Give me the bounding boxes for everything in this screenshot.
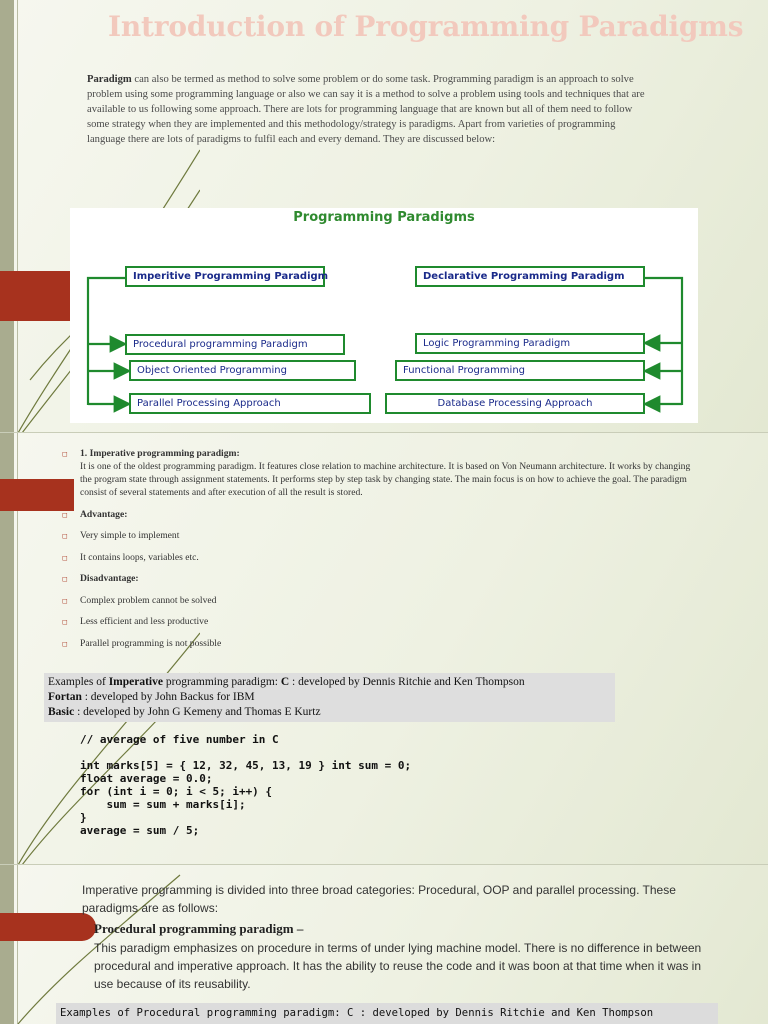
box-functional: Functional Programming [395,360,645,381]
example-row-c [48,675,611,690]
diagram-connectors [70,208,698,423]
procedural-heading: Procedural programming paradigm – [94,921,304,936]
box-parallel: Parallel Processing Approach [129,393,371,414]
box-oop: Object Oriented Programming [129,360,356,381]
example-c-text: : developed by Dennis Ritchie and Ken Thompson [289,676,525,688]
left-border-bar [0,865,14,1024]
imperative-heading: 1. Imperative programming paradigm: [80,448,240,459]
disadvantage-label: Disadvantage: [80,573,139,584]
list-item [62,637,702,650]
bullet-box-icon: ◻ [62,575,68,583]
disadvantage-item: Less efficient and less productive [80,616,209,627]
imperative-bullet-list [62,447,702,658]
list-item [62,551,702,564]
red-accent-tab [0,913,96,941]
imperative-description: It is one of the oldest programming paradigm. It features close relation to machine architecture. It is based on Von Neumann architecture. It works by changing the program state through assignment statements. It performs step by step task by changing state. The main focus is on how to achieve the goal. The paradigm consist of several statements and after execution of all the result is stored. [80,461,691,498]
advantage-item: It contains loops, variables etc. [80,551,199,563]
list-item [62,572,702,585]
examples-prefix: Examples of [48,676,109,688]
examples-middle: programming paradigm: [162,676,281,688]
bullet-box-icon: ◻ [62,618,68,626]
advantage-label: Advantage: [80,508,128,520]
example-basic-label: Basic [48,706,75,718]
example-fortan-text: : developed by John Backus for IBM [81,691,255,703]
example-basic-text: : developed by John G Kemeny and Thomas E Kurtz [74,706,321,718]
list-item [62,615,702,628]
advantage-item: Very simple to implement [80,530,180,541]
list-item [62,447,702,499]
paradigms-diagram [70,208,698,423]
bullet-box-icon: ◻ [62,639,68,648]
list-item [62,508,702,521]
procedural-examples-box: Examples of Procedural programming paradigm: C : developed by Dennis Ritchie and Ken Thompson [56,1003,718,1024]
page-title: Introduction of Programming Paradigms [108,10,744,43]
left-border-line [17,0,18,433]
slide-introduction [0,0,768,433]
list-item [62,594,702,607]
list-item [62,529,702,542]
bullet-box-icon: ◻ [62,532,68,540]
example-fortan-label: Fortan [48,691,82,703]
red-accent-tab [0,271,70,321]
left-border-bar [0,0,14,433]
intro-bold-term: Paradigm [87,74,132,85]
slide-procedural [0,865,768,1024]
bullet-box-icon: ◻ [62,510,68,519]
bullet-box-icon: ◻ [62,450,68,458]
box-procedural: Procedural programming Paradigm [125,334,345,355]
bullet-box-icon: ◻ [62,553,68,562]
box-imperative: Imperitive Programming Paradigm [125,266,325,287]
disadvantage-item: Parallel programming is not possible [80,637,222,649]
box-declarative: Declarative Programming Paradigm [415,266,645,287]
imperative-examples-box [44,673,615,722]
intro-text: can also be termed as method to solve some problem or do some task. Programming paradigm is an approach to solve problem using some programming language or also we can say it is a method to solve a problem using tools and techniques that are available to us following some approach. There are lots for programming language that are known but all of them need to follow some strategy when they are implemented and this methodology/strategy is paradigms. Apart from varieties of programming language there are lots of paradigms to fulfil each and every demand. They are discussed below: [87,74,645,145]
intro-paragraph [87,72,647,147]
example-row-fortan [48,690,611,705]
left-border-line [17,865,18,1024]
code-sample: // average of five number in C int marks[5] = { 12, 32, 45, 13, 19 } int sum = 0; float average = 0.0; for (int i = 0; i < 5; i++) { sum = sum + marks[i]; } average = sum / 5; [80,733,412,837]
disadvantage-item: Complex problem cannot be solved [80,594,217,606]
diagram-title: Programming Paradigms [293,210,475,225]
examples-bold-word: Imperative [108,676,163,688]
example-row-basic [48,705,611,720]
box-logic: Logic Programming Paradigm [415,333,645,354]
box-database: Database Processing Approach [385,393,645,414]
example-c-label: C [280,676,290,688]
bullet-box-icon: ◻ [62,596,68,605]
slide-imperative [0,433,768,865]
categories-intro: Imperative programming is divided into three broad categories: Procedural, OOP and parallel processing. These paradigms are as follows: [82,883,676,915]
procedural-paragraph: This paradigm emphasizes on procedure in terms of under lying machine model. There is no difference in between procedural and imperative approach. It has the ability to reuse the code and it was boon at that time when it was in use because of its reusability. [94,941,702,991]
